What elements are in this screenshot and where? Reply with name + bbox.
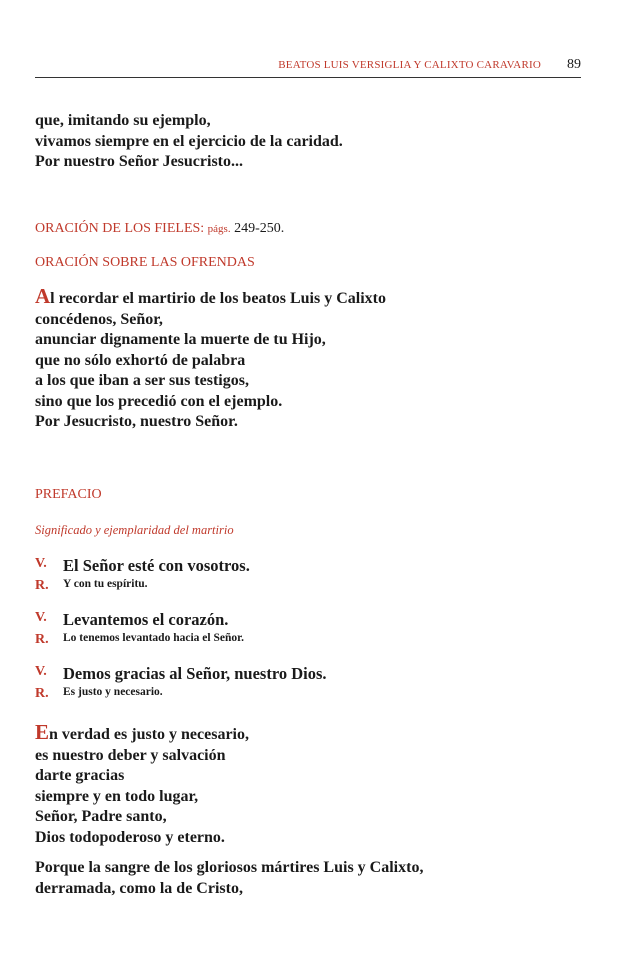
- dialogue-versicle: [35, 610, 595, 632]
- prayer-line: darte gracias: [35, 767, 125, 784]
- faithful-prayer-rubric: [35, 220, 595, 238]
- versicle-symbol: V.: [35, 610, 47, 625]
- preface-body: [35, 722, 595, 848]
- drop-initial: E: [35, 720, 50, 744]
- prayer-line: derramada, como la de Cristo,: [35, 879, 243, 897]
- prayer-line: Porque la sangre de los gloriosos mártires Luis y Calixto,: [35, 859, 424, 876]
- running-title: BEATOS LUIS VERSIGLIA Y CALIXTO CARAVARIO: [278, 59, 541, 71]
- closing-prayer: [35, 111, 595, 173]
- dialogue-response: [35, 686, 595, 708]
- prayer-line: concédenos, Señor,: [35, 310, 163, 328]
- prayer-line: Dios todopoderoso y eterno.: [35, 828, 225, 846]
- prayer-line: sino que los precedió con el ejemplo.: [35, 392, 283, 410]
- page-number: 89: [567, 57, 581, 72]
- prayer-line: vivamos siempre en el ejercicio de la caridad.: [35, 132, 343, 150]
- versicle-text: Levantemos el corazón.: [63, 610, 229, 629]
- pages-ref: 249-250.: [234, 221, 285, 236]
- drop-initial: A: [35, 284, 51, 308]
- response-text: Lo tenemos levantado hacia el Señor.: [63, 632, 245, 644]
- preface-paragraph-2: [35, 858, 595, 899]
- versicle-symbol: V.: [35, 664, 47, 679]
- dialogue-versicle: [35, 556, 595, 578]
- pages-abbr: págs.: [207, 223, 231, 235]
- versicle-symbol: V.: [35, 556, 47, 571]
- prayer-line: [35, 286, 595, 310]
- response-text: Es justo y necesario.: [63, 686, 163, 698]
- prayer-line: Por Jesucristo, nuestro Señor.: [35, 413, 238, 430]
- dialogue-response: [35, 578, 595, 610]
- versicle-text: Demos gracias al Señor, nuestro Dios.: [63, 664, 327, 683]
- response-symbol: R.: [35, 578, 49, 593]
- running-head: [35, 57, 581, 78]
- first-line-text: n verdad es justo y necesario,: [49, 726, 249, 743]
- prayer-line: siempre y en todo lugar,: [35, 787, 199, 805]
- response-text: Y con tu espíritu.: [63, 578, 148, 590]
- dialogue-response: [35, 632, 595, 664]
- prayer-line: que, imitando su ejemplo,: [35, 112, 211, 129]
- prayer-line: Señor, Padre santo,: [35, 808, 167, 825]
- prayer-line: Por nuestro Señor Jesucristo...: [35, 153, 243, 170]
- prayer-line: anunciar dignamente la muerte de tu Hijo,: [35, 331, 326, 348]
- versicle-text: El Señor esté con vosotros.: [63, 556, 250, 575]
- offerings-heading: ORACIÓN SOBRE LAS OFRENDAS: [35, 255, 255, 270]
- faithful-prayer-label: ORACIÓN DE LOS FIELES:: [35, 221, 205, 236]
- preface-dialogue: [35, 556, 595, 708]
- response-symbol: R.: [35, 686, 49, 701]
- preface-subtitle: Significado y ejemplaridad del martirio: [35, 523, 234, 537]
- prayer-line: es nuestro deber y salvación: [35, 746, 226, 764]
- offerings-prayer: [35, 286, 595, 433]
- first-line-text: l recordar el martirio de los beatos Luis y Calixto: [50, 290, 386, 307]
- prayer-line: que no sólo exhortó de palabra: [35, 351, 246, 369]
- response-symbol: R.: [35, 632, 49, 647]
- preface-heading: PREFACIO: [35, 487, 102, 502]
- prayer-line: a los que iban a ser sus testigos,: [35, 372, 249, 389]
- dialogue-versicle: [35, 664, 595, 686]
- prayer-line: [35, 722, 595, 746]
